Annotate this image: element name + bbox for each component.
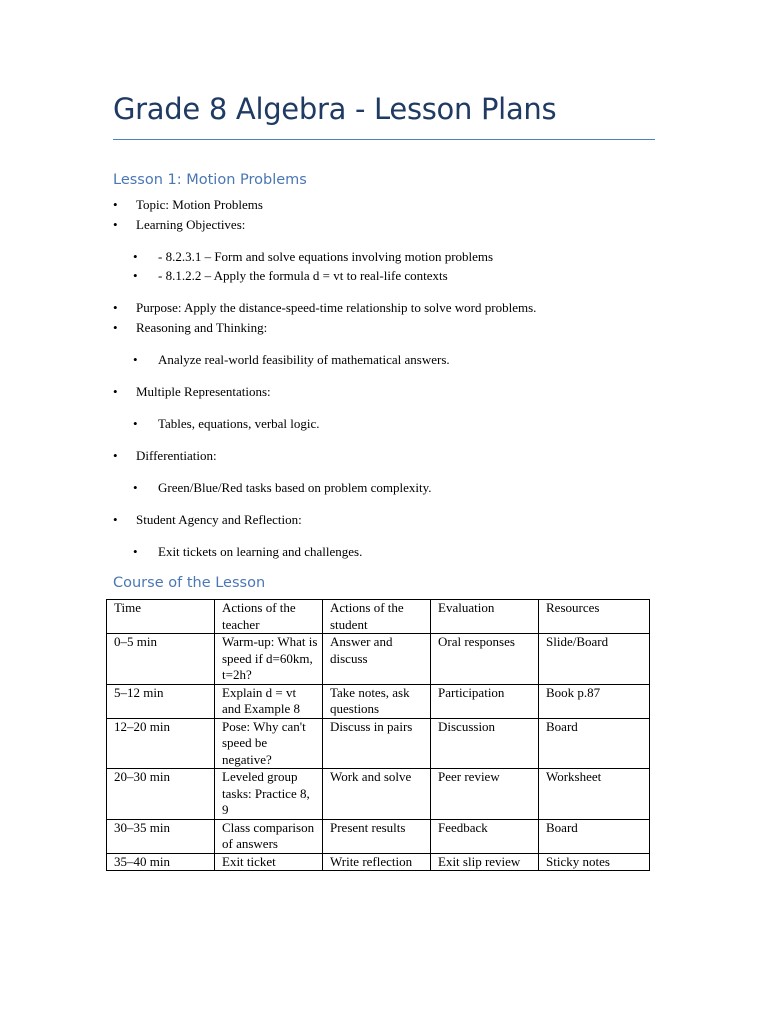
cell-teacher-action: Exit ticket (215, 853, 323, 871)
table-row (107, 718, 650, 769)
list-item-text: Exit tickets on learning and challenges. (158, 544, 363, 559)
bullet-icon: • (113, 448, 118, 463)
cell-teacher-action: Leveled group tasks: Practice 8, 9 (215, 769, 323, 820)
table-row (107, 634, 650, 685)
bullet-icon: • (133, 352, 138, 367)
list-item-text: Purpose: Apply the distance-speed-time relationship to solve word problems. (136, 300, 537, 315)
bullet-icon: • (133, 249, 138, 264)
cell-resources: Book p.87 (539, 684, 650, 718)
cell-time: 5–12 min (107, 684, 215, 718)
bullet-icon: • (133, 416, 138, 431)
cell-time: 30–35 min (107, 819, 215, 853)
cell-student-action: Take notes, ask questions (323, 684, 431, 718)
column-header-teacher-actions: Actions of the teacher (215, 600, 323, 634)
list-item-text: Analyze real-world feasibility of mathematical answers. (158, 352, 450, 367)
column-header-resources: Resources (539, 600, 650, 634)
bullet-icon: • (113, 320, 118, 335)
lesson-course-table (106, 599, 650, 871)
cell-resources: Slide/Board (539, 634, 650, 685)
cell-resources: Board (539, 819, 650, 853)
bullet-icon: • (113, 384, 118, 399)
bullet-icon: • (133, 268, 138, 283)
cell-evaluation: Exit slip review (431, 853, 539, 871)
cell-teacher-action: Pose: Why can't speed be negative? (215, 718, 323, 769)
list-item-text: Learning Objectives: (136, 217, 246, 232)
table-row (107, 819, 650, 853)
cell-evaluation: Participation (431, 684, 539, 718)
table-row (107, 853, 650, 871)
cell-student-action: Write reflection (323, 853, 431, 871)
lesson-heading: Lesson 1: Motion Problems (113, 172, 307, 188)
cell-time: 0–5 min (107, 634, 215, 685)
cell-resources: Sticky notes (539, 853, 650, 871)
cell-time: 12–20 min (107, 718, 215, 769)
course-heading: Course of the Lesson (113, 575, 266, 591)
cell-student-action: Answer and discuss (323, 634, 431, 685)
cell-resources: Board (539, 718, 650, 769)
cell-student-action: Work and solve (323, 769, 431, 820)
list-item-text: Topic: Motion Problems (136, 197, 263, 212)
table-row (107, 684, 650, 718)
cell-student-action: Present results (323, 819, 431, 853)
list-item-text: Reasoning and Thinking: (136, 320, 268, 335)
cell-teacher-action: Explain d = vt and Example 8 (215, 684, 323, 718)
cell-teacher-action: Class comparison of answers (215, 819, 323, 853)
list-item-text: - 8.2.3.1 – Form and solve equations involving motion problems (158, 249, 494, 264)
cell-evaluation: Feedback (431, 819, 539, 853)
column-header-evaluation: Evaluation (431, 600, 539, 634)
bullet-icon: • (113, 217, 118, 232)
list-item-text: Multiple Representations: (136, 384, 271, 399)
bullet-icon: • (133, 544, 138, 559)
cell-resources: Worksheet (539, 769, 650, 820)
table-row (107, 769, 650, 820)
table-header-row (107, 600, 650, 634)
list-item-text: Green/Blue/Red tasks based on problem complexity. (158, 480, 432, 495)
cell-evaluation: Oral responses (431, 634, 539, 685)
column-header-student-actions: Actions of the student (323, 600, 431, 634)
cell-time: 35–40 min (107, 853, 215, 871)
column-header-time: Time (107, 600, 215, 634)
bullet-icon: • (113, 197, 118, 212)
bullet-icon: • (113, 300, 118, 315)
list-item-text: - 8.1.2.2 – Apply the formula d = vt to real-life contexts (158, 268, 448, 283)
cell-evaluation: Discussion (431, 718, 539, 769)
list-item-text: Tables, equations, verbal logic. (158, 416, 320, 431)
title-divider (113, 139, 655, 140)
cell-evaluation: Peer review (431, 769, 539, 820)
bullet-icon: • (113, 512, 118, 527)
cell-teacher-action: Warm-up: What is speed if d=60km, t=2h? (215, 634, 323, 685)
bullet-icon: • (133, 480, 138, 495)
list-item-text: Differentiation: (136, 448, 217, 463)
list-item-text: Student Agency and Reflection: (136, 512, 302, 527)
document-title: Grade 8 Algebra - Lesson Plans (113, 92, 557, 126)
cell-time: 20–30 min (107, 769, 215, 820)
cell-student-action: Discuss in pairs (323, 718, 431, 769)
